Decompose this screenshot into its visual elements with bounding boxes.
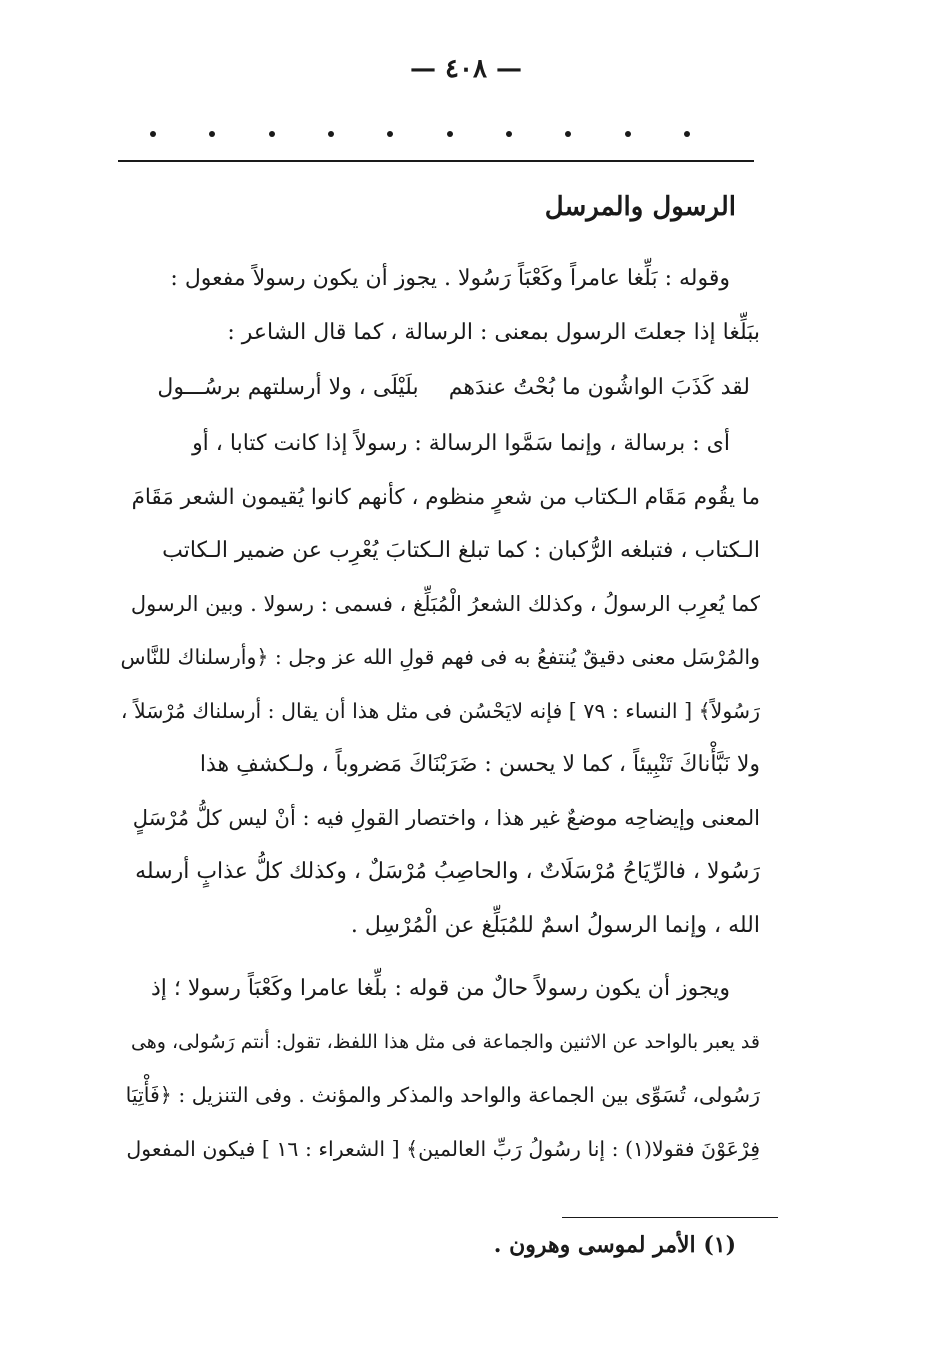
ornament-dot bbox=[684, 131, 690, 137]
ornament-dot bbox=[209, 131, 215, 137]
text-line: كما يُعرِب الرسولُ ، وكذلك الشعرُ الْمُبَلِّغ ، فسمى : رسولا . وبين الرسول bbox=[130, 591, 760, 616]
text-line: وقوله : بَلِّغا عامراً وكَعْبَاً رَسُولا . يجوز أن يكون رسولاً مفعول : bbox=[170, 266, 730, 291]
footnote: (١) الأمر لموسى وهرون . bbox=[493, 1232, 736, 1258]
ornament-dot bbox=[506, 131, 512, 137]
text-line: أى : برسالة ، وإنما سَمَّوا الرسالة : رسولاً إذا كانت كتابا ، أو bbox=[192, 431, 730, 456]
ornament-dot bbox=[150, 131, 156, 137]
header-rule bbox=[118, 160, 754, 162]
text-line: فِرْعَوْنَ فقولا(١) : إنا رسُولُ رَبِّ العالمين﴾ [ الشعراء : ١٦ ] فيكون المفعول bbox=[126, 1136, 760, 1161]
ornament-dot bbox=[447, 131, 453, 137]
text-line: ولا نَبَّأْناكَ تَنْبِيئاً ، كما لا يحسن : ضَرَبْنَاكَ مَضروباً ، ولـكشفِ هذا bbox=[199, 752, 760, 777]
text-line: قد يعبر بالواحد عن الاثنين والجماعة فى مثل هذا اللفظ، تقول: أنتم رَسُولى، وهى bbox=[130, 1030, 760, 1053]
text-line: رَسُولاً﴾ [ النساء : ٧٩ ] فإنه لايَحْسُن فى مثل هذا أن يقال : أرسلناك مُرْسَلاً ، bbox=[120, 698, 760, 723]
text-line: رَسُولا ، فالرِّيَاحُ مُرْسَلَاتٌ ، والحاصِبُ مُرْسَلٌ ، وكذلك كلُّ عذابٍ أرسله bbox=[135, 859, 760, 884]
footnote-rule bbox=[562, 1217, 778, 1218]
body-text bbox=[120, 252, 760, 1176]
text-line: ما يقُوم مَقَام الـكتاب من شعرٍ منظوم ، كأنهم كانوا يُقيمون الشعر مَقَامَ bbox=[131, 484, 760, 510]
ornament-dot bbox=[328, 131, 334, 137]
text-line: ويجوز أن يكون رسولاً حالٌ من قوله : بلِّغا عامرا وكَعْبَاً رسولا ؛ إذ bbox=[150, 976, 730, 1001]
page-number: — ٤٠٨ — bbox=[409, 54, 523, 84]
text-line: المعنى وإيضاحِه موضعٌ غير هذا ، واختصار القولِ فيه : أنْ ليس كلُّ مُرْسَلٍ bbox=[132, 805, 760, 830]
verse-line: لقد كَذَبَ الواشُون ما بُحْتُ عندَهم ⠀ بلَيْلَى ، ولا أرسلتهم برسُـــول bbox=[157, 375, 750, 400]
ornament-dot bbox=[625, 131, 631, 137]
section-title: الرسول والمرسل bbox=[544, 192, 736, 222]
text-line: والمُرْسَل معنى دقيقٌ يُنتفعُ به فى فهم قولِ الله عز وجل : ﴿وأرسلناك للنَّاس bbox=[120, 645, 760, 669]
text-line: رَسُولى، تُسَوِّى بين الجماعة والواحد والمذكر والمؤنث . وفى التنزيل : ﴿فَأْتِيَا bbox=[125, 1083, 760, 1107]
text-line: الله ، وإنما الرسولُ اسمٌ للمُبَلِّغ عن الْمُرْسِل . bbox=[350, 912, 760, 938]
text-line: ببَلِّغا إذا جعلتَ الرسول بمعنى : الرسالة ، كما قال الشاعر : bbox=[227, 319, 760, 345]
text-line: الـكتاب ، فتبلغه الرُّكبان : كما تبلغ الـكتابَ يُعْرِب عن ضمير الـكاتب bbox=[162, 538, 760, 563]
ornament-dots bbox=[150, 122, 690, 146]
ornament-dot bbox=[387, 131, 393, 137]
ornament-dot bbox=[269, 131, 275, 137]
ornament-dot bbox=[565, 131, 571, 137]
